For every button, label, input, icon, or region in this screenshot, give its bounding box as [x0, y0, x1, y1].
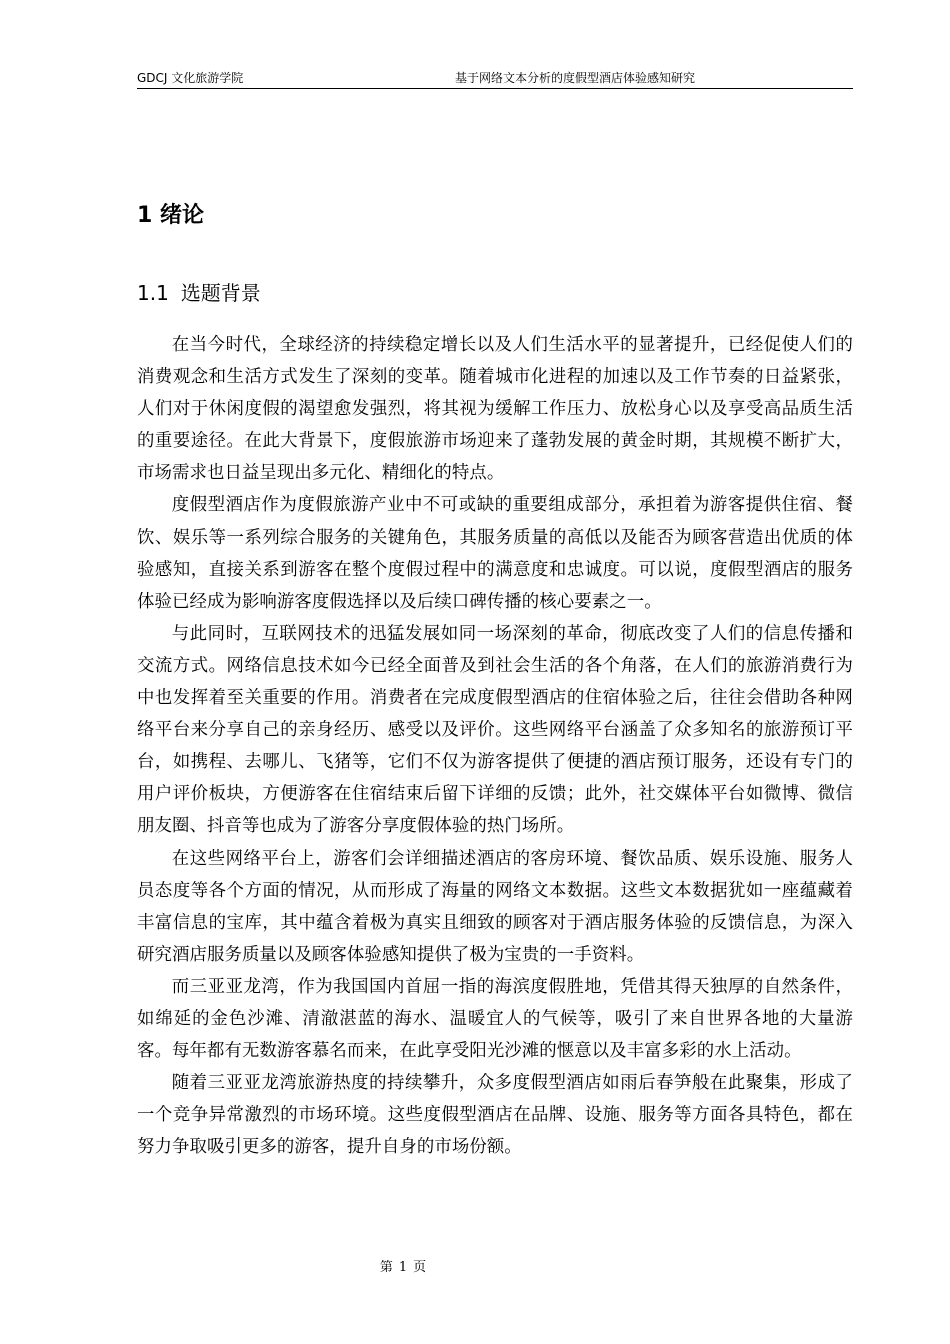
page-footer — [0, 1259, 806, 1277]
header-institution: GDCJ 文化旅游学院 — [137, 71, 244, 85]
header-thesis-title: 基于网络文本分析的度假型酒店体验感知研究 — [455, 71, 696, 85]
section-title: 选题背景 — [180, 281, 261, 305]
footer-prefix: 第 — [379, 1260, 393, 1275]
section-heading — [137, 278, 261, 308]
paragraph: 而三亚亚龙湾，作为我国国内首屈一指的海滨度假胜地，凭借其得天独厚的自然条件，如绵延的金色沙滩、清澈湛蓝的海水、温暖宜人的气候等，吸引了来自世界各地的大量游客。每年都有无数游客慕名而来，在此享受阳光沙滩的惬意以及丰富多彩的水上活动。 — [137, 976, 853, 1062]
paragraph: 与此同时，互联网技术的迅猛发展如同一场深刻的革命，彻底改变了人们的信息传播和交流方式。网络信息技术如今已经全面普及到社会生活的各个角落，在人们的旅游消费行为中也发挥着至关重要的作用。消费者在完成度假型酒店的住宿体验之后，往往会借助各种网络平台来分享自己的亲身经历、感受以及评价。这些网络平台涵盖了众多知名的旅游预订平台，如携程、去哪儿、飞猪等，它们不仅为游客提供了便捷的酒店预订服务，还设有专门的用户评价板块，方便游客在住宿结束后留下详细的反馈；此外，社交媒体平台如微博、微信朋友圈、抖音等也成为了游客分享度假体验的热门场所。 — [137, 623, 853, 837]
paragraph: 在这些网络平台上，游客们会详细描述酒店的客房环境、餐饮品质、娱乐设施、服务人员态度等各个方面的情况，从而形成了海量的网络文本数据。这些文本数据犹如一座蕴藏着丰富信息的宝库，其中蕴含着极为真实且细致的顾客对于酒店服务体验的反馈信息，为深入研究酒店服务质量以及顾客体验感知提供了极为宝贵的一手资料。 — [137, 848, 853, 965]
section-number: 1.1 — [137, 281, 169, 305]
body-text — [137, 329, 853, 1163]
page-header — [137, 70, 853, 89]
paragraph: 度假型酒店作为度假旅游产业中不可或缺的重要组成部分，承担着为游客提供住宿、餐饮、娱乐等一系列综合服务的关键角色，其服务质量的高低以及能否为顾客营造出优质的体验感知，直接关系到游客在整个度假过程中的满意度和忠诚度。可以说，度假型酒店的服务体验已经成为影响游客度假选择以及后续口碑传播的核心要素之一。 — [137, 495, 853, 612]
footer-suffix: 页 — [413, 1260, 427, 1275]
paragraph: 随着三亚亚龙湾旅游热度的持续攀升，众多度假型酒店如雨后春笋般在此聚集，形成了一个竞争异常激烈的市场环境。这些度假型酒店在品牌、设施、服务等方面各具特色，都在努力争取吸引更多的游客，提升自身的市场份额。 — [137, 1073, 853, 1158]
chapter-title: 1 绪论 — [137, 203, 204, 228]
paragraph: 在当今时代，全球经济的持续稳定增长以及人们生活水平的显著提升，已经促使人们的消费观念和生活方式发生了深刻的变革。随着城市化进程的加速以及工作节奏的日益紧张，人们对于休闲度假的渴望愈发强烈，将其视为缓解工作压力、放松身心以及享受高品质生活的重要途径。在此大背景下，度假旅游市场迎来了蓬勃发展的黄金时期，其规模不断扩大，市场需求也日益呈现出多元化、精细化的特点。 — [137, 335, 853, 484]
page-number: 1 — [398, 1260, 408, 1275]
